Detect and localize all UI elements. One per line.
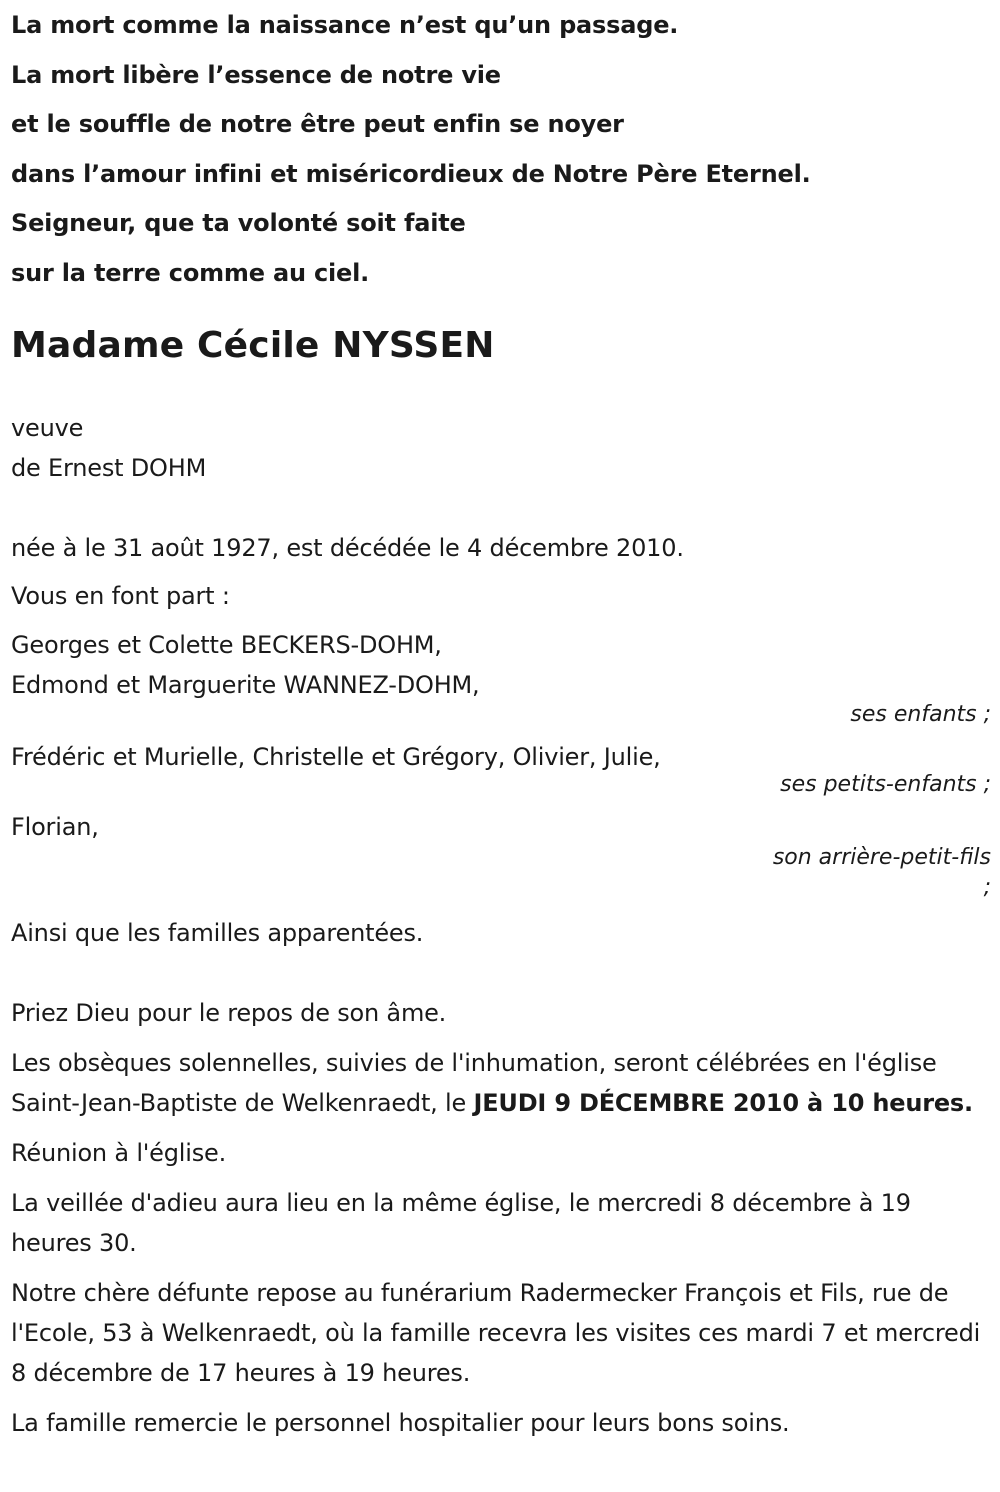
poem-line: et le souffle de notre être peut enfin se noyer xyxy=(11,110,624,138)
poem-line: sur la terre comme au ciel. xyxy=(11,258,370,287)
children-line: Georges et Colette BECKERS-DOHM, xyxy=(11,631,442,659)
funeral-paragraph xyxy=(11,1043,991,1123)
poem-line: La mort comme la naissance n’est qu’un passage. xyxy=(11,11,679,39)
poem-line: La mort libère l’essence de notre vie xyxy=(11,60,501,89)
poem-line: dans l’amour infini et miséricordieux de Notre Père Eternel. xyxy=(11,159,811,188)
meeting-line: Réunion à l'église. xyxy=(11,1139,227,1167)
deceased-name: Madame Cécile NYSSEN xyxy=(11,325,495,366)
great-grandchild-role: son arrière-petit-fils xyxy=(772,845,991,870)
vigil-paragraph: La veillée d'adieu aura lieu en la même église, le mercredi 8 décembre à 19 heures 30. xyxy=(11,1189,911,1257)
grandchildren-group xyxy=(11,737,991,798)
funeral-date: JEUDI 9 DÉCEMBRE 2010 à 10 heures. xyxy=(473,1089,973,1117)
grandchildren-line: Frédéric et Murielle, Christelle et Grégory, Olivier, Julie, xyxy=(11,743,661,771)
birth-death-dates: née à le 31 août 1927, est décédée le 4 décembre 2010. xyxy=(11,534,684,562)
funeral-text: Les obsèques solennelles, suivies de l'inhumation, seront célébrées en l'église Saint-Jean-Baptiste de Welkenraedt, le xyxy=(11,1049,937,1117)
children-line: Edmond et Marguerite WANNEZ-DOHM, xyxy=(11,671,480,699)
widow-label: veuve xyxy=(11,414,84,442)
grandchildren-role: ses petits-enfants ; xyxy=(780,772,991,797)
children-role: ses enfants ; xyxy=(850,702,991,727)
prayer-line: Priez Dieu pour le repos de son âme. xyxy=(11,999,447,1027)
repose-paragraph: Notre chère défunte repose au funérarium Radermecker François et Fils, rue de l'Ecole, 53 à Welkenraedt, où la famille recevra les visites ces mardi 7 et mercredi 8 décembre de 17 heures à 19 heures. xyxy=(11,1279,981,1387)
families-line: Ainsi que les familles apparentées. xyxy=(11,919,424,947)
spouse-name: de Ernest DOHM xyxy=(11,454,207,482)
poem-line: Seigneur, que ta volonté soit faite xyxy=(11,209,466,237)
thanks-line: La famille remercie le personnel hospitalier pour leurs bons soins. xyxy=(11,1409,790,1437)
great-grandchild-group xyxy=(11,807,991,905)
great-grandchild-role-end: ; xyxy=(983,875,991,900)
announcement-intro: Vous en font part : xyxy=(11,582,230,610)
obituary-notice xyxy=(11,0,991,1443)
great-grandchild-line: Florian, xyxy=(11,813,99,841)
poem xyxy=(11,1,991,298)
children-group xyxy=(11,625,991,728)
